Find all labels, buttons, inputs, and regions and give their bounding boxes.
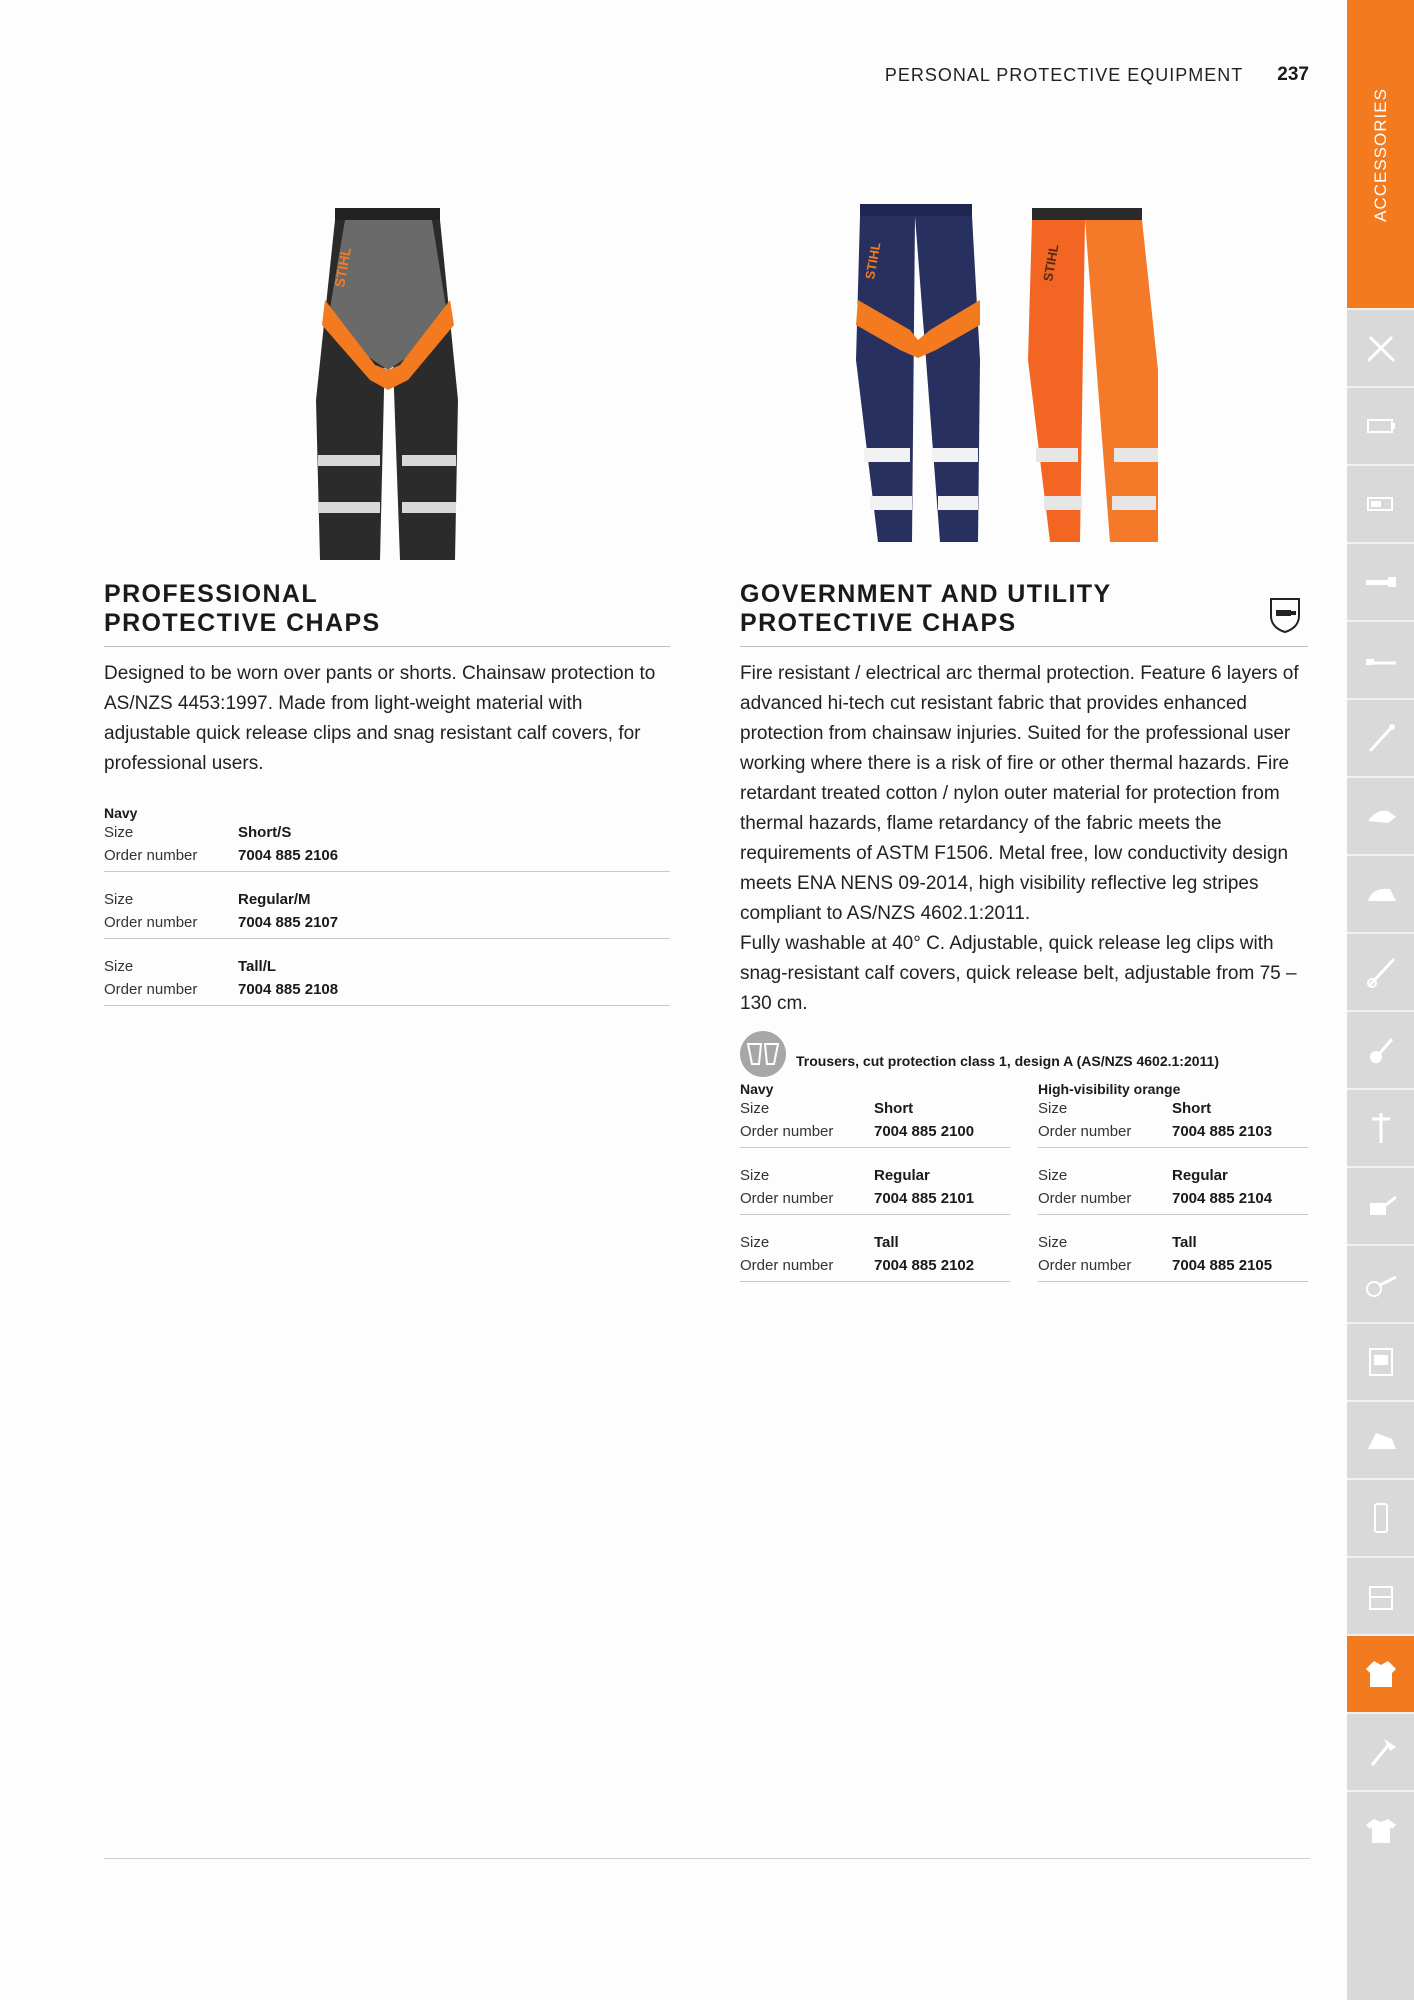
color-group-label: High-visibility orange <box>1038 1081 1181 1097</box>
order-row <box>104 844 670 867</box>
sidebar-item-axe[interactable] <box>1347 1712 1414 1790</box>
order-table <box>104 821 670 1006</box>
pressure-washer-icon <box>1362 1187 1400 1225</box>
order-block <box>1038 1231 1308 1282</box>
sidebar-item-blower[interactable] <box>1347 776 1414 854</box>
shredder-icon <box>1362 1343 1400 1381</box>
order-row <box>104 911 670 934</box>
professional-chaps-image <box>300 200 475 570</box>
order-row <box>104 978 670 1001</box>
title-line: PROTECTIVE CHAPS <box>104 609 381 637</box>
order-row <box>1038 1254 1308 1277</box>
blower-icon <box>1362 797 1400 835</box>
order-number: 7004 885 2101 <box>874 1190 975 1207</box>
size-row <box>740 1231 1010 1254</box>
order-block <box>740 1097 1010 1148</box>
stihl-logo-navy: STIHL <box>862 240 884 281</box>
chainsaw-icon <box>1362 563 1400 601</box>
order-row <box>1038 1187 1308 1210</box>
order-label: Order number <box>740 1123 834 1140</box>
title-line: GOVERNMENT AND UTILITY <box>740 580 1112 608</box>
axe-icon <box>1362 1733 1400 1771</box>
order-block <box>104 888 670 939</box>
earth-auger-icon <box>1362 1109 1400 1147</box>
size-label: Size <box>104 958 134 975</box>
toolbox-icon <box>1362 1577 1400 1615</box>
sidebar-item-chainsaw[interactable] <box>1347 542 1414 620</box>
sidebar-item-cultivator[interactable] <box>1347 1010 1414 1088</box>
size-row <box>1038 1231 1308 1254</box>
stihl-logo: STIHL <box>331 245 354 289</box>
title-line: PROFESSIONAL <box>104 580 319 608</box>
order-row <box>740 1187 1010 1210</box>
tools-icon <box>1362 329 1400 367</box>
order-number: 7004 885 2103 <box>1172 1123 1273 1140</box>
lawnmower-icon <box>1362 875 1400 913</box>
order-block <box>1038 1164 1308 1215</box>
footer-divider <box>104 1858 1310 1859</box>
shield-chainsaw-icon <box>1268 596 1302 634</box>
trousers-class-icon <box>740 1031 786 1077</box>
sidebar-item-pressure-washer[interactable] <box>1347 1166 1414 1244</box>
order-label: Order number <box>740 1257 834 1274</box>
title-line: PROTECTIVE CHAPS <box>740 609 1017 637</box>
robot-mower-icon <box>1362 1421 1400 1459</box>
product-title <box>104 580 670 647</box>
order-label: Order number <box>1038 1190 1132 1207</box>
order-number: 7004 885 2102 <box>874 1257 975 1274</box>
size-value: Regular <box>874 1167 930 1184</box>
order-number: 7004 885 2104 <box>1172 1190 1273 1207</box>
government-chaps-section <box>740 580 1308 1298</box>
description-paragraph: Fully washable at 40° C. Adjustable, quick release leg clips with snag-resistant calf covers, quick release belt, adjustable from 75 – 130 cm. <box>740 933 1297 1014</box>
order-block <box>740 1231 1010 1282</box>
page-number: 237 <box>1277 64 1309 85</box>
brushcutter-icon <box>1362 953 1400 991</box>
sidebar-item-lawnmower[interactable] <box>1347 854 1414 932</box>
order-row <box>740 1254 1010 1277</box>
size-value: Short <box>874 1100 914 1117</box>
order-block <box>740 1164 1010 1215</box>
size-label: Size <box>740 1100 770 1117</box>
color-group-label: Navy <box>740 1081 774 1097</box>
sidebar-item-robot-mower[interactable] <box>1347 1400 1414 1478</box>
order-row <box>1038 1120 1308 1143</box>
size-value: Short <box>1172 1100 1212 1117</box>
order-row <box>740 1120 1010 1143</box>
product-title <box>740 580 1308 647</box>
size-row <box>104 955 670 978</box>
accessories-tab-label: ACCESSORIES <box>1370 88 1390 222</box>
product-description: Designed to be worn over pants or shorts. Chainsaw protection to AS/NZS 4453:1997. Made from light-weight material with adjustable quick release clips and snag resistant calf covers, for professional users. <box>104 663 656 774</box>
protective-clothing-icon <box>1362 1655 1400 1693</box>
order-label: Order number <box>104 914 198 931</box>
size-value: Tall/L <box>238 958 277 975</box>
order-block <box>1038 1097 1308 1148</box>
order-number: 7004 885 2100 <box>874 1123 975 1140</box>
protection-class-row <box>740 1031 1308 1077</box>
size-row <box>104 888 670 911</box>
color-group-label: Navy <box>104 805 138 821</box>
stihl-logo-orange: STIHL <box>1040 242 1062 283</box>
order-label: Order number <box>1038 1123 1132 1140</box>
battery-icon <box>1362 407 1400 445</box>
size-label: Size <box>1038 1167 1068 1184</box>
size-label: Size <box>104 891 134 908</box>
cut-off-saw-icon <box>1362 1265 1400 1303</box>
cultivator-icon <box>1362 1031 1400 1069</box>
order-block <box>104 955 670 1006</box>
sidebar-item-battery-pack[interactable] <box>1347 464 1414 542</box>
sidebar-item-t-shirt[interactable] <box>1347 1790 1414 1868</box>
trimmer-icon <box>1362 719 1400 757</box>
sidebar-item-battery[interactable] <box>1347 386 1414 464</box>
sidebar-item-protective-clothing[interactable] <box>1347 1634 1414 1712</box>
size-row <box>740 1164 1010 1187</box>
size-label: Size <box>1038 1100 1068 1117</box>
order-label: Order number <box>740 1190 834 1207</box>
size-label: Size <box>740 1234 770 1251</box>
order-label: Order number <box>1038 1257 1132 1274</box>
government-chaps-image <box>840 200 1180 550</box>
size-row <box>104 821 670 844</box>
sidebar-item-tools[interactable] <box>1347 308 1414 386</box>
order-number: 7004 885 2105 <box>1172 1257 1273 1274</box>
order-label: Order number <box>104 981 198 998</box>
order-block <box>104 821 670 872</box>
size-value: Regular <box>1172 1167 1228 1184</box>
category-sidebar <box>1347 0 1414 2000</box>
sidebar-item-smartphone[interactable] <box>1347 1478 1414 1556</box>
size-label: Size <box>1038 1234 1068 1251</box>
order-number: 7004 885 2106 <box>238 847 339 864</box>
sidebar-item-earth-auger[interactable] <box>1347 1088 1414 1166</box>
size-row <box>1038 1097 1308 1120</box>
pole-saw-icon <box>1362 641 1400 679</box>
description-paragraph: Fire resistant / electrical arc thermal protection. Feature 6 layers of advanced hi-tech cut resistant fabric that provides enhanced protection from chainsaw injuries. Suited for the professional user working where there is a risk of fire or other thermal hazards. Fire retardant treated cotton / nylon outer material for protection from thermal hazards, flame retardancy of the fabric meets the requirements of ASTM F1506. Metal free, low conductivity design meets ENA NENS 09-2014, high visibility reflective leg stripes compliant to AS/NZS 4602.1:2011. <box>740 663 1299 924</box>
order-number: 7004 885 2108 <box>238 981 339 998</box>
sidebar-item-cut-off-saw[interactable] <box>1347 1244 1414 1322</box>
size-value: Short/S <box>238 824 292 841</box>
size-value: Tall <box>874 1234 899 1251</box>
product-description <box>740 659 1308 1019</box>
size-value: Tall <box>1172 1234 1197 1251</box>
section-title: PERSONAL PROTECTIVE EQUIPMENT <box>884 64 1244 85</box>
size-label: Size <box>740 1167 770 1184</box>
sidebar-item-toolbox[interactable] <box>1347 1556 1414 1634</box>
sidebar-item-brushcutter[interactable] <box>1347 932 1414 1010</box>
size-value: Regular/M <box>238 891 311 908</box>
order-label: Order number <box>104 847 198 864</box>
accessories-tab[interactable] <box>1347 0 1414 308</box>
battery-pack-icon <box>1362 485 1400 523</box>
size-row <box>1038 1164 1308 1187</box>
size-label: Size <box>104 824 134 841</box>
t-shirt-icon <box>1362 1811 1400 1849</box>
professional-chaps-section <box>104 580 670 1022</box>
order-tables <box>740 1077 1308 1298</box>
size-row <box>740 1097 1010 1120</box>
protection-class-text: Trousers, cut protection class 1, design A (AS/NZS 4602.1:2011) <box>796 1053 1220 1069</box>
sidebar-item-shredder[interactable] <box>1347 1322 1414 1400</box>
order-number: 7004 885 2107 <box>238 914 339 931</box>
page-header <box>885 64 1309 86</box>
smartphone-icon <box>1362 1499 1400 1537</box>
sidebar-item-trimmer[interactable] <box>1347 698 1414 776</box>
sidebar-item-pole-saw[interactable] <box>1347 620 1414 698</box>
